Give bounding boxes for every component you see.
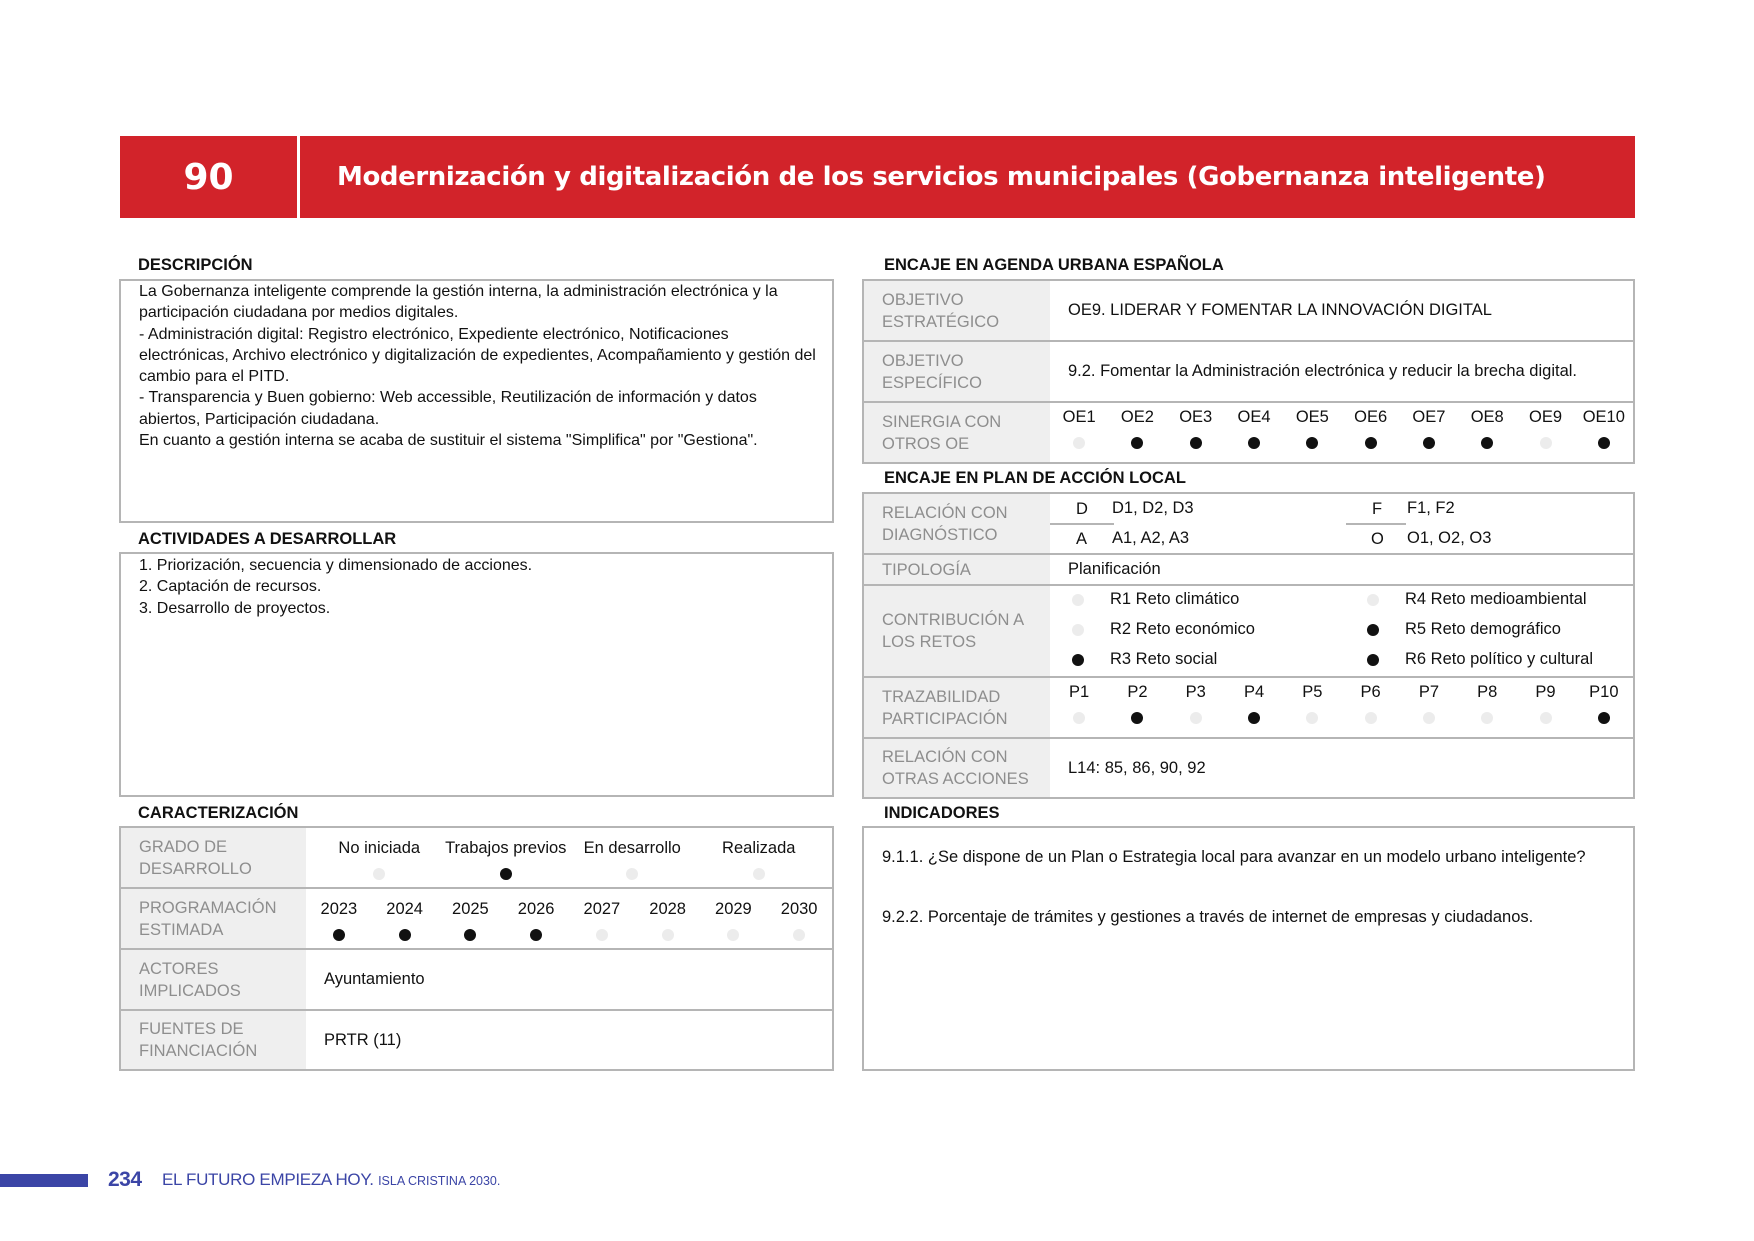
oe-cell: OE1 [1050,405,1108,449]
status-dot [1131,437,1143,449]
dafo-value-f: F1, F2 [1407,499,1455,517]
status-dot [1481,437,1493,449]
descripcion-box [119,279,834,523]
actividad-item: 2. Captación de recursos. [139,578,322,596]
dafo-value-o: O1, O2, O3 [1407,529,1492,547]
status-dot [596,929,608,941]
retos-grid [1050,586,1633,676]
status-dot [1598,712,1610,724]
grado-options [306,828,832,887]
status-dot [1306,712,1318,724]
year-cell: 2023 [306,889,372,948]
grado-option: Realizada [696,828,823,887]
trazabilidad-label: TRAZABILIDAD PARTICIPACIÓN [864,678,1050,737]
actores-row [121,950,832,1011]
status-dot [1367,594,1379,606]
dafo-value-d: D1, D2, D3 [1112,499,1194,517]
oe-cell: OE8 [1458,405,1516,449]
objetivo-estrategico-row [864,281,1633,342]
status-dot [1365,437,1377,449]
actividades-box [119,552,834,797]
p-cell: P2 [1108,680,1166,724]
programacion-row [121,889,832,950]
actores-label: ACTORES IMPLICADOS [121,950,306,1009]
dafo-key-o: O [1371,530,1384,548]
fuentes-row [121,1011,832,1069]
oe-cell: OE7 [1400,405,1458,449]
page-number: 234 [108,1168,142,1191]
year-cell: 2026 [503,889,569,948]
caracterizacion-table [119,826,834,1071]
status-dot [1423,437,1435,449]
year-cell: 2030 [766,889,832,948]
p-cell: P5 [1283,680,1341,724]
objetivo-especifico-value: 9.2. Fomentar la Administración electrónica y reducir la brecha digital. [1068,362,1577,380]
status-dot [1072,624,1084,636]
objetivo-especifico-label: OBJETIVO ESPECÍFICO [864,342,1050,401]
status-dot [753,868,765,880]
indicador-item: 9.1.1. ¿Se dispone de un Plan o Estrategia local para avanzar en un modelo urbano inteligente? [882,848,1586,866]
oe-cell: OE4 [1225,405,1283,449]
status-dot [1072,654,1084,666]
descripcion-line: En cuanto a gestión interna se acaba de sustituir el sistema "Simplifica" por "Gestiona". [139,432,758,450]
grado-row [121,828,832,889]
reto-item: R3 Reto social [1072,650,1217,669]
footer-accent-bar [0,1174,88,1187]
grado-option: Trabajos previos [443,828,570,887]
objetivo-estrategico-value: OE9. LIDERAR Y FOMENTAR LA INNOVACIÓN DIGITAL [1068,301,1492,319]
year-cell: 2028 [635,889,701,948]
retos-row [864,586,1633,678]
p-cell: P1 [1050,680,1108,724]
oe-cell: OE5 [1283,405,1341,449]
objetivo-especifico-row [864,342,1633,403]
programacion-label: PROGRAMACIÓN ESTIMADA [121,889,306,948]
year-cell: 2027 [569,889,635,948]
descripcion-title: DESCRIPCIÓN [138,256,253,274]
descripcion-line: - Administración digital: Registro electrónico, Expediente electrónico, Notificaciones electrónicas, Archivo electrónico y digitalización de expedientes, Acompañamiento y gestión del cambio para el PITD. [139,325,816,386]
retos-label: CONTRIBUCIÓN A LOS RETOS [864,586,1050,676]
status-dot [1367,654,1379,666]
status-dot [1072,594,1084,606]
p-cell: P8 [1458,680,1516,724]
trazabilidad-items [1050,678,1633,737]
dafo-key-d: D [1076,500,1088,518]
status-dot [1365,712,1377,724]
indicador-item: 9.2.2. Porcentaje de trámites y gestiones a través de internet de empresas y ciudadanos. [882,908,1534,926]
status-dot [1073,712,1085,724]
status-dot [1131,712,1143,724]
otras-acciones-value: L14: 85, 86, 90, 92 [1068,758,1206,777]
sinergia-items [1050,403,1633,462]
reto-item: R5 Reto demográfico [1367,620,1561,639]
descripcion-line: La Gobernanza inteligente comprende la gestión interna, la administración electrónica y la participación ciudadana por medios digitales. [139,283,778,322]
dafo-key-f: F [1372,500,1383,518]
fuentes-label: FUENTES DE FINANCIACIÓN [121,1011,306,1069]
diagnostico-row [864,494,1633,555]
diagnostico-grid [1050,494,1633,553]
divider [1050,523,1114,525]
actividad-item: 1. Priorización, secuencia y dimensionado de acciones. [139,557,533,574]
grado-option: En desarrollo [569,828,696,887]
status-dot [1598,437,1610,449]
status-dot [1190,437,1202,449]
status-dot [1248,437,1260,449]
status-dot [1248,712,1260,724]
fuentes-value: PRTR (11) [324,1030,402,1049]
oe-cell: OE9 [1516,405,1574,449]
dafo-value-a: A1, A2, A3 [1112,529,1190,547]
status-dot [1073,437,1085,449]
programacion-years [306,889,832,948]
year-cell: 2024 [372,889,438,948]
tipologia-label: TIPOLOGÍA [864,555,1050,584]
action-number: 90 [120,136,300,218]
status-dot [464,929,476,941]
plan-local-table [862,492,1635,799]
caracterizacion-title: CARACTERIZACIÓN [138,804,299,822]
action-header-banner [120,136,1635,218]
descripcion-line: - Transparencia y Buen gobierno: Web accessible, Reutilización de información y datos abiertos, Participación ciudadana. [139,389,757,428]
status-dot [1481,712,1493,724]
oe-cell: OE10 [1575,405,1633,449]
oe-cell: OE6 [1341,405,1399,449]
status-dot [530,929,542,941]
objetivo-estrategico-label: OBJETIVO ESTRATÉGICO [864,281,1050,340]
status-dot [626,868,638,880]
status-dot [373,868,385,880]
status-dot [500,868,512,880]
otras-acciones-label: RELACIÓN CON OTRAS ACCIONES [864,739,1050,797]
oe-cell: OE3 [1167,405,1225,449]
tipologia-value: Planificación [1068,560,1161,578]
agenda-table [862,279,1635,464]
status-dot [1540,437,1552,449]
status-dot [793,929,805,941]
status-dot [399,929,411,941]
actividad-item: 3. Desarrollo de proyectos. [139,599,331,617]
diagnostico-label: RELACIÓN CON DIAGNÓSTICO [864,494,1050,553]
year-cell: 2029 [701,889,767,948]
indicadores-box [862,826,1635,1071]
status-dot [1423,712,1435,724]
p-cell: P3 [1167,680,1225,724]
agenda-title: ENCAJE EN AGENDA URBANA ESPAÑOLA [884,256,1224,274]
p-cell: P7 [1400,680,1458,724]
action-title: Modernización y digitalización de los servicios municipales (Gobernanza inteligente) [337,162,1546,192]
plan-local-title: ENCAJE EN PLAN DE ACCIÓN LOCAL [884,469,1186,487]
status-dot [1540,712,1552,724]
footer-main-text: EL FUTURO EMPIEZA HOY. [162,1170,374,1189]
grado-option: No iniciada [316,828,443,887]
grado-label: GRADO DE DESARROLLO [121,828,306,887]
footer-text [162,1170,500,1190]
actores-value: Ayuntamiento [324,970,425,988]
otras-acciones-row [864,739,1633,797]
sinergia-label: SINERGIA CON OTROS OE [864,403,1050,462]
footer-small-text: ISLA CRISTINA 2030. [378,1174,501,1188]
p-cell: P6 [1341,680,1399,724]
indicadores-title: INDICADORES [884,804,1000,822]
divider [1346,523,1406,525]
p-cell: P4 [1225,680,1283,724]
reto-item: R4 Reto medioambiental [1367,590,1587,609]
status-dot [727,929,739,941]
p-cell: P9 [1516,680,1574,724]
year-cell: 2025 [438,889,504,948]
oe-cell: OE2 [1108,405,1166,449]
status-dot [662,929,674,941]
status-dot [333,929,345,941]
p-cell: P10 [1575,680,1633,724]
status-dot [1190,712,1202,724]
sinergia-row [864,403,1633,462]
trazabilidad-row [864,678,1633,739]
status-dot [1306,437,1318,449]
reto-item: R6 Reto político y cultural [1367,650,1593,669]
reto-item: R2 Reto económico [1072,620,1255,639]
actividades-title: ACTIVIDADES A DESARROLLAR [138,530,397,548]
dafo-key-a: A [1076,530,1088,548]
tipologia-row [864,555,1633,586]
reto-item: R1 Reto climático [1072,590,1239,609]
status-dot [1367,624,1379,636]
